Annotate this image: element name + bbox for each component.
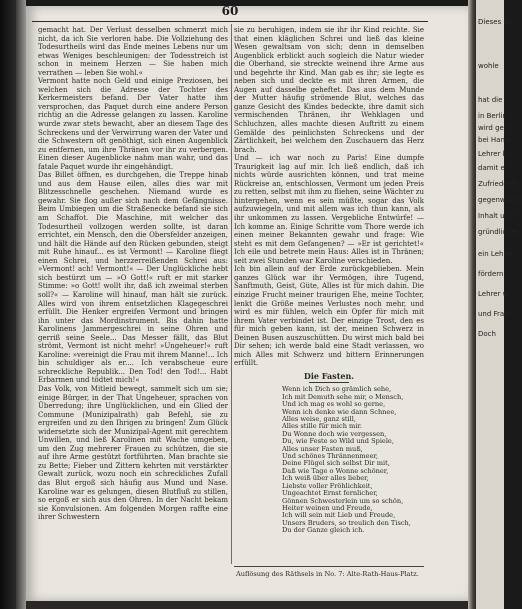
poem-line: Du der Ganze gleich ich. <box>282 526 365 535</box>
book-edge-dark <box>0 0 16 609</box>
page-number: 60 <box>221 4 239 18</box>
poem-line: Ungeachtet Ernst fernlicher, <box>282 489 378 498</box>
poem-line: Und ich mag es wohl so gerne, <box>282 400 386 409</box>
poem-line: Unsers Bruders, so treulich den Tisch, <box>282 518 411 527</box>
adjacent-page-text: wohle <box>478 62 499 70</box>
poem <box>234 386 424 534</box>
column-divider <box>231 24 232 564</box>
poem-line: Alles unser Fasten muß, <box>282 444 363 453</box>
poem-line: Du Wonne doch wie vergessen, <box>282 429 387 438</box>
poem-line: Ich mit Demuth sehe mir, o Mensch, <box>282 392 404 401</box>
adjacent-page-text: Lehrer wi <box>478 290 511 298</box>
book-gutter <box>468 0 476 609</box>
poem-line: Heiter weinen und Freude, <box>282 503 373 512</box>
paragraph: Das Billet öffnen, es durchgehen, die Treppe hinab und aus dem Hause eilen, alles dies war mit Blitzesschnelle geschehen. Niemand wurde es gewahr. Sie flog außer sich nach dem Gefängnisse. Beim Umbiegen um die Straßenecke befand sie sich am Schaffot. Die Maschine, mit welcher das Todesurtheil vollzogen werden sollte, ist daran errichtet, ein Mensch, den die Obersfelder anzeigen, und hält die Hände auf den Rücken gebunden, steigt mit Ruhe hinauf... es ist Vermont! — Karoline fliegt einen Schrei, und herzzerreißenden Schrei aus: »Vermont! ach! Vermont!« — Der Unglückliche hebt sich bestürzt um — »O Gott!« ruft er mit starker Stimme: »o Gott! wollt ihr, daß ich zweimal sterben soll?« — Karoline will hinauf, man hält sie zurück. Alles wird von ihrem entsetzlichen Klagegeschrei erfüllt. Die Henker ergreifen Vermont und bringen ihn unter das Mordinstrument. Bis dahin hatte Karolinens Jammergeschrei in seine Ohren und gerriß seine Seele... Das Messer fällt, das Blut strömt, Vermont ist nicht mehr! »Ungeheuer!« ruft Karoline: »vereinigt die Frau mit ihrem Manne!... Ich bin schuldiger als er.... Ich verabscheue eure schreckliche Republik... Den Tod! den Tod!... Habt Erbarmen und tödtet mich!« <box>38 171 228 385</box>
right-column <box>234 26 424 535</box>
poem-rule <box>309 382 349 383</box>
paragraph: Das Volk, von Mitleid bewegt, sammelt sich um sie; einige Bürger, in der That Ungeheuer, sprachen von Überredung; ihre Unglücklichen, und ein Glied der Commune (Munizipalrath) gab Befehl, sie zu ergreifen und zu den Ihrigen zu bringen! Zum Glück widersetzte sich der Munizipal-Agent mit gerechtem Unwillen, und ließ Karolinen mit Wache umgeben, um den Zug mehrerer Frauen zu schützen, die sie auf ihre Arme gestützt fortführten. Man brachte sie zu Bette; Fieber und Zittern kehrten mit verstärkter Gewalt zurück, wozu noch ein schreckliches Zufall das Blut ergoß sich häufig aus Mund und Nase. Karoline war es gelungen, diesen Blutfluß zu stillen, so ergoß er sich aus den Ohren. In der Nacht bekam sie Konvulsionen. Am folgenden Morgen raffte eine ihrer Schwestern <box>38 384 228 522</box>
adjacent-page-text: fördern <box>478 270 504 278</box>
adjacent-page-text: Doch <box>478 330 496 338</box>
poem-line: Ich weiß über alles lieber, <box>282 474 369 483</box>
poem-line: Liebste voller Fröhlichkeit, <box>282 481 373 490</box>
footer-rule <box>234 566 424 567</box>
poem-line: Daß wie Tage o Wonne schöner, <box>282 466 389 475</box>
poem-line: Gönnen Schwesterlein um so schön, <box>282 496 404 505</box>
adjacent-page-text: Dieses No <box>478 18 513 26</box>
adjacent-page-edge <box>476 0 522 609</box>
poem-line: Du, wie Feste so Wild und Spiele, <box>282 437 394 446</box>
poem-line: Wenn ich denke wie dann Schnee, <box>282 407 397 416</box>
poem-line: Alles weise, ganz still, <box>282 415 356 424</box>
adjacent-page-text: in Berlin <box>478 112 507 120</box>
adjacent-page-text: gegenwärtig <box>478 196 522 204</box>
adjacent-page-text: hat die <box>478 96 503 104</box>
adjacent-page-text: bei Hand <box>478 136 510 144</box>
adjacent-page-text: gründliches <box>478 228 519 236</box>
poem-line: Und schönes Thrännenmeer, <box>282 452 378 461</box>
poem-line: Alles stille für mich mir. <box>282 422 362 431</box>
adjacent-page-text: und Frau <box>478 310 509 318</box>
paragraph: gemacht hat. Der Verlust desselben schmerzt mich nicht, da ich Sie verloren habe. Die Vollziehung des Todesurtheils wird das Ende meines Lebens nur um etwas Weniges beschleunigen: der Todesstreich ist schon in meinem Herzen — Sie haben mich verrathen — leben Sie wohl.« <box>38 26 228 77</box>
adjacent-page-text: Lehrer be <box>478 150 512 158</box>
book-edge-shade <box>16 0 26 609</box>
paragraph: Vermont hatte noch Geld und einige Preziosen, bei welchen sich die Adresse der Tochter des Kerkermeisters befand. Der Vater hatte ihm versprochen, das Paquet durch eine andere Person richtig an die Adresse gelangen zu lassen. Karoline wurde zwar stets bewacht, aber an diesem Tage des Schreckens und der Verwirrung waren der Vater und die Schwestern oft genöthigt, sich einen Augenblick zu entfernen, um ihre Thränen vor ihr zu verbergen. Einen dieser Augenblicke nahm man wahr, und das fatale Paquet wurde ihr eingehändigt. <box>38 77 228 171</box>
adjacent-page-text: Inhalt und <box>478 212 514 220</box>
poem-line: Ich will sein mit Lieb und Freude, <box>282 511 396 520</box>
poem-line: Deine Flügel sich selbst Dir mit, <box>282 459 390 468</box>
header-rule <box>32 21 428 22</box>
paragraph: Ich bin allein auf der Erde zurückgeblieben. Mein ganzes Glück war ihr Vermögen, ihre Tugend, Sanftmuth, Geist, Güte, Alles ist für mich dahin. Die einzige Frucht meiner traurigen Ehe, meine Tochter, lenkt die Größe meines Verlustes noch mehr, und wird es mir fühlen, welch ein Opfer für mich mit ihrem Vater verbindet ist. Der einzige Trost, den es für mich geben kann, ist der, meinen Schwerz in Deinen Busen auszuschütten. Du wirst mich bald bei Dir sehen; ich werde bald eine Stadt verlassen, wo mich Alles mit Schwerz und bittern Erinnerungen erfüllt. <box>234 265 424 368</box>
adjacent-page-text: damit er <box>478 164 508 172</box>
left-column <box>38 26 228 522</box>
paragraph: sie zu beruhigen, indem sie ihr ihr Kind reichte. Sie that einen kläglichen Schrei und ließ das kleine Wesen gewaltsam von sich; denn in demselben Augenblick erblickt auch sogleich die Natur wieder die Oberhand, sie streckte weinend ihre Arme aus und begehrte ihr Kind. Man gab es ihr; sie legte es neben sich und deckte es mit ihren Armen, die Augen auf dasselbe geheftet. Das aus dem Munde der Mutter häufig strömende Blut, welches das ganze Gesicht des Kindes bedeckte, ihre damit sich vermischenden Thränen, ihr Wehklagen und Schluchzen, alles machte diesen Auftritt zu einem Gemälde des peinlichsten Schreckens und der Zärtlichkeit, bei welchem den Zuschauern das Herz brach. <box>234 26 424 154</box>
riddle-solution-note: Auflösung des Räthsels in No. 7: Alte-Rath-Haus-Platz. <box>236 570 419 578</box>
poem-title: Die Fasten. <box>303 370 355 381</box>
adjacent-page-text: wird gen <box>478 124 509 132</box>
bottom-shadow <box>26 601 468 609</box>
paragraph: Und — ich war noch zu Paris! Eine dumpfe Traurigkeit lag auf mir. Ich ließ endlich, daß ich nichts würde ausrichten können, und trat meine Rückreise an, entschlossen, Vermont um jeden Preis zu retten, selbst mit ihm zu fliehen, seine Wächter zu hintergehen, wenn es sein müßte, sogar das Volk aufzuwiegeln, und mit allem was ich thun kann, als ihr unkommen zu lassen. Vergebliche Entwürfe! — Ich komme an. Einige Schritte vom Thore werde ich einen meiner Bekannten gewahr und frage: Wie steht es mit dem Gefangenen? — »Er ist gerichtet!« Ich eile und betrete mein Haus: Alles ist in Thränen; seit zwei Stunden war Karoline verschieden. <box>234 154 424 265</box>
adjacent-page-text: ein Lehrer <box>478 250 514 258</box>
adjacent-page-text: Zufriedenh <box>478 180 517 188</box>
poem-line: Wenn ich Dich so grämlich sehe, <box>282 385 392 394</box>
